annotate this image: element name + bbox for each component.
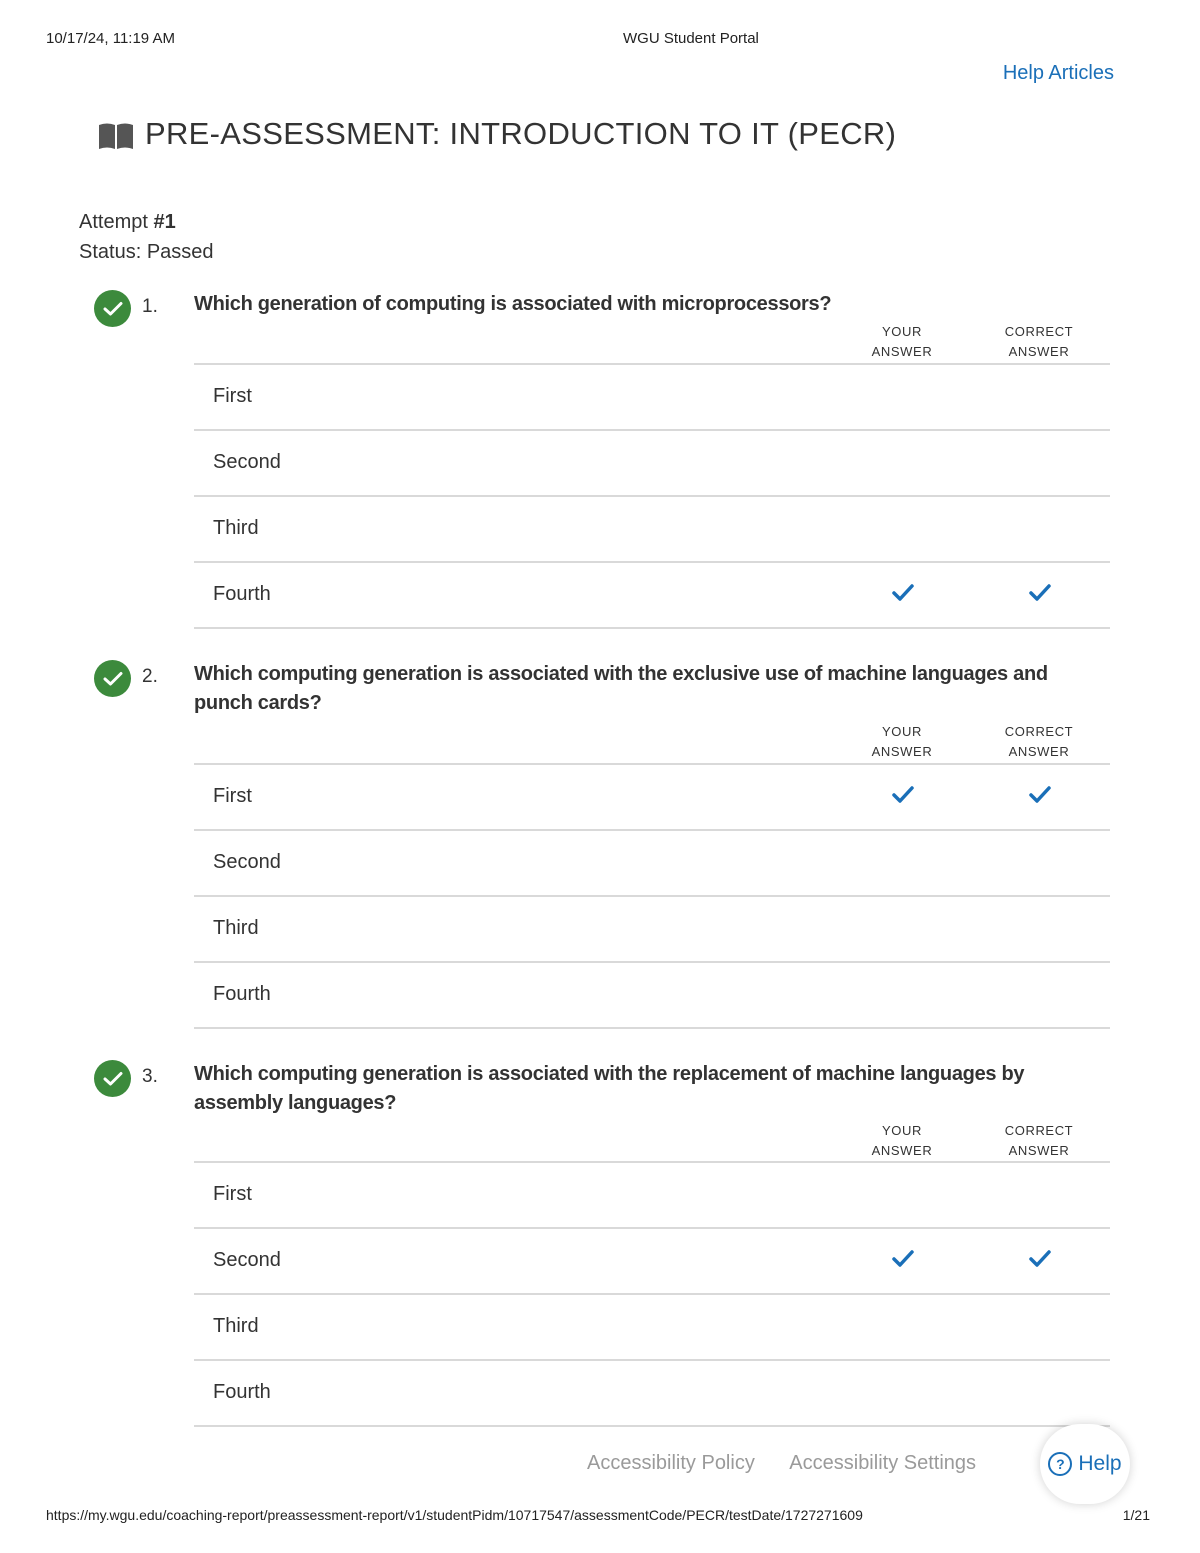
check-circle-icon — [94, 290, 131, 327]
your-answer-header: YOUR ANSWER — [871, 1123, 933, 1158]
correct-answer-header: CORRECT ANSWER — [1004, 324, 1074, 359]
print-page-number: 1/21 — [1122, 1507, 1150, 1523]
question-number: 2. — [142, 666, 158, 687]
answer-option-row — [194, 1229, 1110, 1295]
answer-option-label: Second — [213, 1249, 281, 1271]
answer-option-label: Second — [213, 851, 281, 873]
answer-option-label: Second — [213, 451, 281, 473]
answer-option-row — [194, 431, 1110, 497]
attempt-line — [79, 207, 214, 237]
print-header — [46, 30, 1154, 50]
answer-options — [194, 363, 1110, 629]
your-answer-checkmark-icon — [891, 1249, 915, 1269]
question-number: 3. — [142, 1066, 158, 1087]
correct-answer-checkmark-icon — [1028, 785, 1052, 805]
question-text: Which generation of computing is associated with microprocessors? — [194, 293, 832, 315]
answer-options — [194, 1161, 1110, 1427]
accessibility-policy-link[interactable]: Accessibility Policy — [587, 1452, 755, 1474]
check-circle-icon — [94, 660, 131, 697]
check-circle-icon — [94, 1060, 131, 1097]
answer-option-label: First — [213, 385, 252, 407]
question-text: Which computing generation is associated with the exclusive use of machine languages and punch cards? — [194, 663, 1048, 714]
attempt-number: #1 — [153, 211, 176, 233]
your-answer-header: YOUR ANSWER — [871, 724, 933, 759]
print-datetime: 10/17/24, 11:19 AM — [46, 30, 175, 47]
answer-option-row — [194, 1163, 1110, 1229]
accessibility-settings-link[interactable]: Accessibility Settings — [789, 1452, 977, 1474]
footer-links — [587, 1452, 1006, 1475]
answer-option-label: Third — [213, 917, 259, 939]
answer-option-row — [194, 963, 1110, 1029]
answer-option-label: First — [213, 785, 252, 807]
print-url: https://my.wgu.edu/coaching-report/preassessment-report/v1/studentPidm/10717547/assessmentCode/PECR/testDate/1727271609 — [46, 1507, 863, 1523]
correct-answer-checkmark-icon — [1028, 1249, 1052, 1269]
answer-option-label: Fourth — [213, 583, 271, 605]
question-text: Which computing generation is associated with the replacement of machine languages by assembly languages? — [194, 1063, 1025, 1114]
status-label: Status: — [79, 241, 147, 263]
answer-option-label: Fourth — [213, 1381, 271, 1403]
attempt-label: Attempt — [79, 211, 154, 233]
question-circle-icon: ? — [1048, 1452, 1072, 1476]
answer-options — [194, 763, 1110, 1029]
your-answer-header: YOUR ANSWER — [871, 324, 933, 359]
your-answer-checkmark-icon — [891, 583, 915, 603]
answer-option-row — [194, 563, 1110, 629]
print-site-title: WGU Student Portal — [623, 30, 759, 47]
page-title — [98, 116, 896, 152]
answer-option-row — [194, 497, 1110, 563]
correct-answer-header: CORRECT ANSWER — [1004, 1123, 1074, 1158]
page-title-text: PRE-ASSESSMENT: INTRODUCTION TO IT (PECR) — [145, 116, 897, 151]
status-line — [79, 237, 214, 267]
answer-option-label: Third — [213, 1315, 259, 1337]
attempt-info — [79, 207, 214, 267]
correct-answer-checkmark-icon — [1028, 583, 1052, 603]
answer-option-label: Fourth — [213, 983, 271, 1005]
answer-option-label: First — [213, 1183, 252, 1205]
answer-option-label: Third — [213, 517, 259, 539]
your-answer-checkmark-icon — [891, 785, 915, 805]
help-articles-link[interactable]: Help Articles — [1002, 62, 1114, 84]
answer-option-row — [194, 897, 1110, 963]
status-value: Passed — [146, 241, 214, 263]
answer-option-row — [194, 765, 1110, 831]
answer-option-row — [194, 831, 1110, 897]
correct-answer-header: CORRECT ANSWER — [1004, 724, 1074, 759]
help-button[interactable] — [1040, 1424, 1130, 1504]
book-icon — [98, 122, 134, 150]
answer-option-row — [194, 1361, 1110, 1427]
help-button-label: Help — [1078, 1452, 1122, 1475]
answer-option-row — [194, 365, 1110, 431]
question-number: 1. — [142, 296, 158, 317]
answer-option-row — [194, 1295, 1110, 1361]
